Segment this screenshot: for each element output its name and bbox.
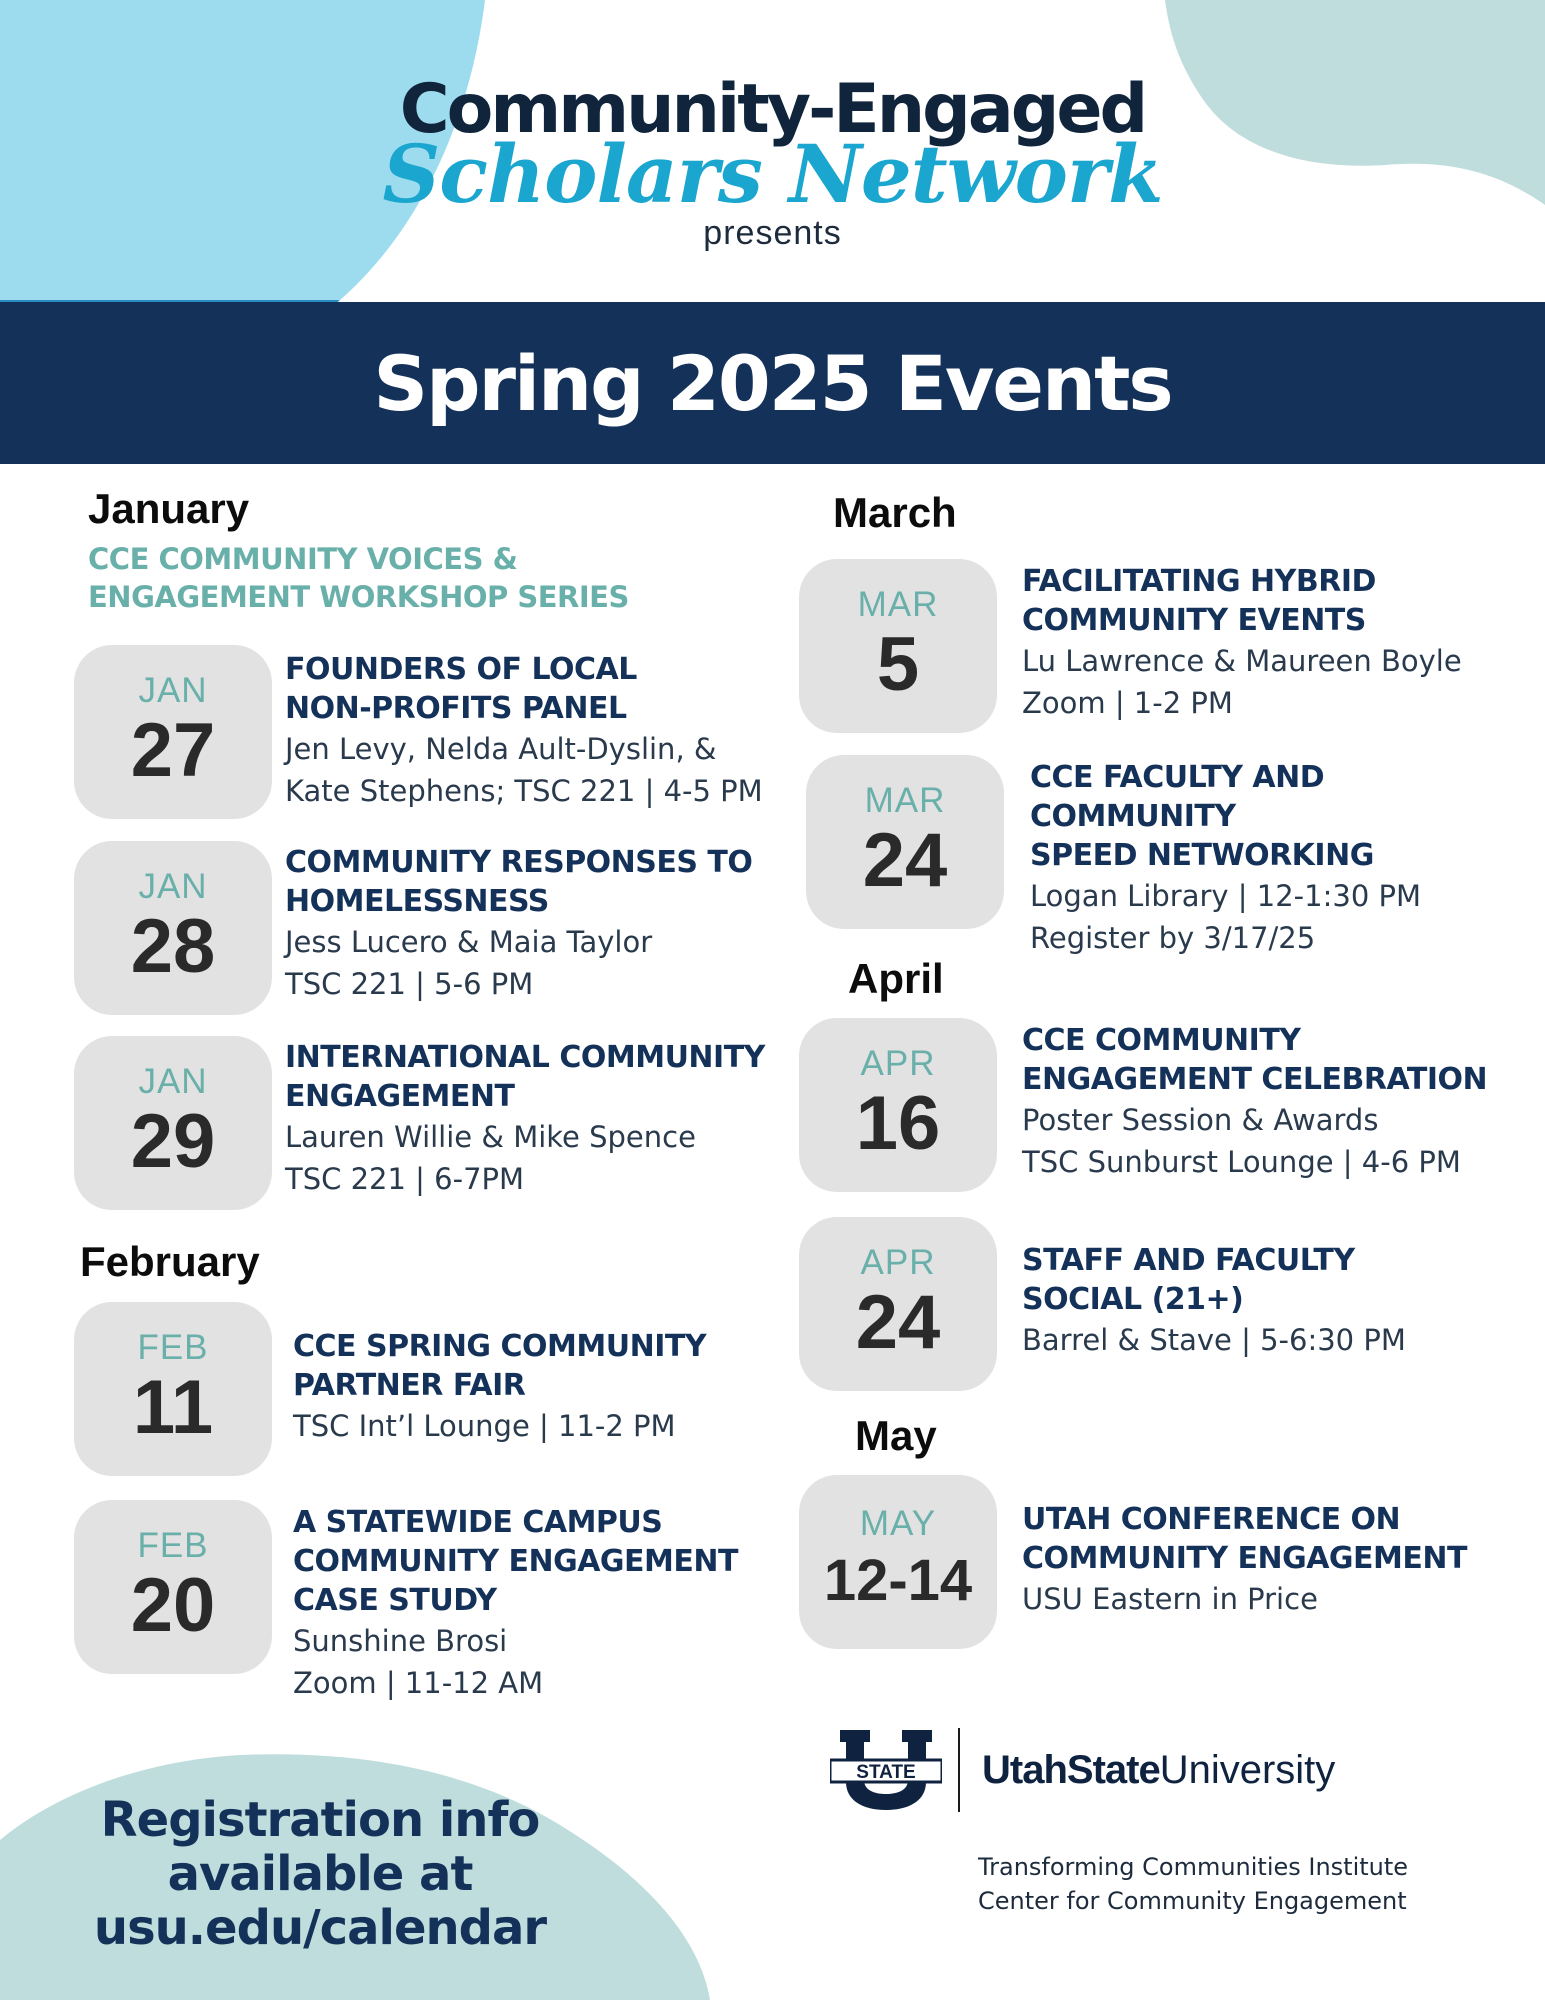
- date-month: MAR: [857, 585, 939, 624]
- event-item: [285, 1038, 845, 1200]
- date-day: 20: [130, 1563, 216, 1648]
- date-day: 12-14: [823, 1548, 973, 1613]
- event-detail: Logan Library | 12-1:30 PM: [1030, 879, 1421, 913]
- date-month: MAY: [859, 1504, 937, 1543]
- presents-text: presents: [703, 214, 842, 252]
- event-title-line: SOCIAL (21+): [1022, 1282, 1244, 1317]
- event-title-line: CASE STUDY: [293, 1583, 497, 1618]
- registration-url: usu.edu/calendar: [93, 1900, 547, 1956]
- logo-divider: [958, 1728, 960, 1812]
- month-heading-january: January: [88, 485, 250, 532]
- institute-line: Transforming Communities Institute: [978, 1853, 1409, 1881]
- university-name-regular: University: [1159, 1747, 1336, 1792]
- event-title-line: ENGAGEMENT: [285, 1079, 515, 1114]
- state-u-logo-icon: [830, 1728, 942, 1812]
- event-title-line: CCE FACULTY AND COMMUNITY: [1030, 760, 1325, 834]
- date-month: FEB: [137, 1526, 209, 1565]
- event-title-line: NON-PROFITS PANEL: [285, 691, 627, 726]
- event-item: [293, 1327, 853, 1447]
- series-line: ENGAGEMENT WORKSHOP SERIES: [88, 580, 629, 614]
- svg-text:STATE: STATE: [856, 1762, 916, 1783]
- date-month: JAN: [138, 671, 208, 710]
- date-day: 24: [862, 818, 948, 903]
- network-title-line1: Community-Engaged: [399, 70, 1146, 149]
- event-title-line: HOMELESSNESS: [285, 884, 549, 919]
- event-title-line: UTAH CONFERENCE ON: [1022, 1502, 1401, 1537]
- event-item: [293, 1503, 853, 1704]
- event-title-line: ENGAGEMENT CELEBRATION: [1022, 1062, 1488, 1097]
- date-month: APR: [860, 1044, 936, 1083]
- month-heading-may: May: [855, 1412, 937, 1459]
- institute-names: [978, 1850, 1408, 1918]
- university-name: [982, 1748, 1335, 1793]
- event-detail: TSC 221 | 6-7PM: [285, 1162, 525, 1196]
- event-title-line: CCE COMMUNITY: [1022, 1023, 1301, 1058]
- workshop-series-label: [88, 540, 728, 616]
- date-month: JAN: [138, 867, 208, 906]
- date-day: 5: [876, 622, 920, 707]
- registration-line: available at: [167, 1846, 473, 1902]
- event-title-line: COMMUNITY EVENTS: [1022, 603, 1366, 638]
- date-month: APR: [860, 1243, 936, 1282]
- event-item: [285, 843, 845, 1005]
- event-title-line: COMMUNITY ENGAGEMENT: [1022, 1541, 1467, 1576]
- event-title-line: A STATEWIDE CAMPUS: [293, 1505, 663, 1540]
- event-detail: Kate Stephens; TSC 221 | 4-5 PM: [285, 774, 763, 808]
- event-title-line: STAFF AND FACULTY: [1022, 1243, 1355, 1278]
- event-detail: Lu Lawrence & Maureen Boyle: [1022, 644, 1462, 678]
- event-detail: Jen Levy, Nelda Ault-Dyslin, &: [285, 732, 717, 766]
- registration-line: Registration info: [100, 1792, 540, 1848]
- poster-header: [0, 70, 1545, 253]
- event-detail: USU Eastern in Price: [1022, 1582, 1318, 1616]
- event-detail: Lauren Willie & Mike Spence: [285, 1120, 696, 1154]
- event-item: [1022, 1021, 1545, 1183]
- university-logo: [830, 1728, 1335, 1812]
- date-day: 29: [130, 1099, 216, 1184]
- title-banner: [0, 302, 1545, 464]
- month-heading-february: February: [80, 1238, 260, 1285]
- date-day: 24: [855, 1280, 941, 1365]
- event-item: [1022, 562, 1545, 724]
- date-badge: [799, 559, 997, 733]
- event-detail: TSC Sunburst Lounge | 4-6 PM: [1022, 1145, 1461, 1179]
- institute-line: Center for Community Engagement: [978, 1887, 1407, 1915]
- date-month: JAN: [138, 1062, 208, 1101]
- date-month: FEB: [137, 1328, 209, 1367]
- date-badge: [799, 1217, 997, 1391]
- event-title-line: FACILITATING HYBRID: [1022, 564, 1376, 599]
- banner-title: Spring 2025 Events: [373, 338, 1172, 428]
- event-detail: Register by 3/17/25: [1030, 921, 1316, 955]
- event-title-line: CCE SPRING COMMUNITY: [293, 1329, 707, 1364]
- event-title-line: FOUNDERS OF LOCAL: [285, 652, 637, 687]
- date-badge: [806, 755, 1004, 929]
- event-detail: Jess Lucero & Maia Taylor: [285, 925, 653, 959]
- event-detail: Poster Session & Awards: [1022, 1103, 1379, 1137]
- event-title-line: INTERNATIONAL COMMUNITY: [285, 1040, 765, 1075]
- date-day: 16: [855, 1081, 941, 1166]
- university-name-bold: UtahState: [982, 1747, 1160, 1792]
- event-detail: Barrel & Stave | 5-6:30 PM: [1022, 1323, 1406, 1357]
- date-badge: [74, 841, 272, 1015]
- date-day: 11: [132, 1365, 214, 1450]
- event-item: [1030, 758, 1530, 959]
- date-badge: [74, 1500, 272, 1674]
- event-title-line: COMMUNITY ENGAGEMENT: [293, 1544, 738, 1579]
- date-month: MAR: [864, 781, 946, 820]
- date-badge: [74, 645, 272, 819]
- event-item: [1022, 1500, 1545, 1620]
- month-heading-april: April: [848, 955, 944, 1002]
- date-badge: [74, 1036, 272, 1210]
- event-title-line: SPEED NETWORKING: [1030, 838, 1374, 873]
- network-title-line2: Scholars Network: [382, 127, 1163, 221]
- date-day: 28: [130, 904, 216, 989]
- event-item: [285, 650, 845, 812]
- series-line: CCE COMMUNITY VOICES &: [88, 542, 518, 576]
- event-detail: Zoom | 1-2 PM: [1022, 686, 1233, 720]
- date-badge: [799, 1475, 997, 1649]
- date-day: 27: [130, 708, 216, 793]
- event-detail: Sunshine Brosi: [293, 1624, 508, 1658]
- event-title-line: COMMUNITY RESPONSES TO: [285, 845, 753, 880]
- date-badge: [799, 1018, 997, 1192]
- event-title-line: PARTNER FAIR: [293, 1368, 526, 1403]
- date-badge: [74, 1302, 272, 1476]
- registration-info: [80, 1793, 560, 1955]
- month-heading-march: March: [833, 489, 957, 536]
- event-detail: TSC 221 | 5-6 PM: [285, 967, 534, 1001]
- event-item: [1022, 1241, 1545, 1361]
- event-detail: Zoom | 11-12 AM: [293, 1666, 544, 1700]
- event-detail: TSC Int’l Lounge | 11-2 PM: [293, 1409, 676, 1443]
